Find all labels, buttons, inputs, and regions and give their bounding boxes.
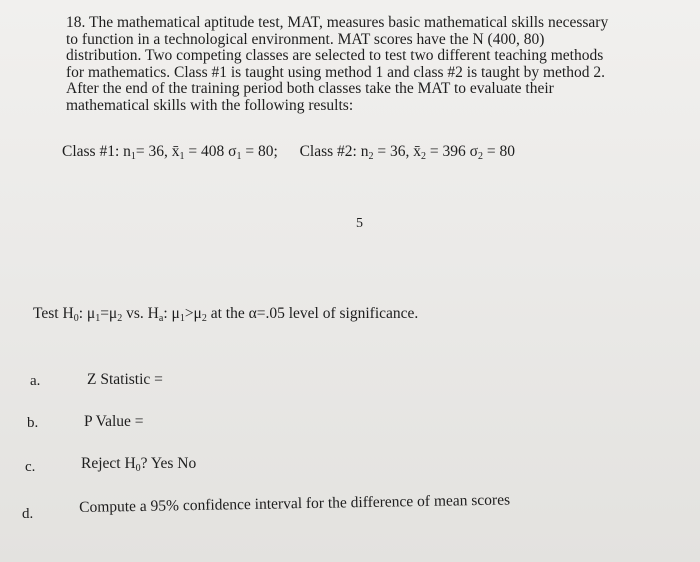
- question-b-text: P Value =: [84, 413, 144, 430]
- class2-mean-sub: 2: [420, 151, 426, 162]
- question-d-text: Compute a 95% confidence interval for the difference of mean scores: [79, 491, 511, 516]
- ha-sub: a: [158, 313, 164, 324]
- mu2-sub: 2: [117, 313, 123, 324]
- class2-mean-value: = 396: [429, 143, 466, 160]
- question-c-letter: c.: [25, 459, 36, 475]
- test-prefix: Test H: [33, 305, 74, 322]
- class2-n-sub: 2: [368, 151, 374, 162]
- class2-n-value: = 36,: [377, 143, 410, 160]
- class2-sigma-symbol: σ: [469, 143, 478, 160]
- class1-n-value: = 36,: [135, 143, 168, 160]
- question-a-text: Z Statistic =: [87, 371, 163, 388]
- class1-mean-symbol: x̄: [171, 143, 180, 160]
- mu1-sub: 1: [95, 313, 101, 324]
- class1-sigma-sub: 1: [236, 151, 242, 162]
- class1-sigma-value: = 80;: [245, 143, 278, 160]
- class-results: [62, 144, 515, 166]
- class2-n-symbol: n: [360, 143, 369, 160]
- equals-mu: =μ: [100, 305, 118, 322]
- greater-mu: >μ: [184, 305, 202, 322]
- h0-sub: 0: [73, 313, 79, 324]
- problem-line: for mathematics. Class #1 is taught using method 1 and class #2 is taught by method 2.: [66, 63, 605, 81]
- question-a-letter: a.: [30, 373, 41, 389]
- h0-expr: : μ: [78, 305, 96, 322]
- class1-sigma-symbol: σ: [228, 143, 237, 160]
- class2-sigma-sub: 2: [477, 151, 483, 162]
- class1-mean-value: = 408: [188, 143, 225, 160]
- question-d-letter: d.: [22, 506, 34, 522]
- class2-mean-symbol: x̄: [413, 143, 421, 160]
- question-b-letter: b.: [27, 415, 39, 431]
- problem-line: 18. The mathematical aptitude test, MAT, measures basic mathematical skills necessary: [66, 14, 609, 31]
- problem-line: mathematical skills with the following results:: [66, 96, 354, 114]
- class2-label: Class #2:: [299, 143, 357, 160]
- reject-h0-sub: 0: [135, 463, 141, 474]
- reject-h-label: Reject H: [81, 455, 136, 472]
- class1-n-sub: 1: [130, 151, 136, 162]
- ha-expr: : μ: [163, 305, 180, 322]
- ha-mu1-sub: 1: [179, 313, 185, 324]
- hypothesis-test: [33, 306, 418, 328]
- problem-line: After the end of the training period both classes take the MAT to evaluate their: [66, 80, 554, 97]
- problem-line: distribution. Two competing classes are selected to test two different teaching methods: [66, 47, 604, 64]
- question-c-text: [81, 455, 196, 474]
- yes-no-options: ? Yes No: [140, 455, 197, 472]
- page-number: 5: [356, 216, 363, 231]
- class1-label: Class #1:: [62, 143, 120, 160]
- class2-sigma-value: = 80: [486, 143, 515, 160]
- test-suffix: at the α=.05 level of significance.: [210, 305, 419, 322]
- class1-n-symbol: n: [123, 143, 131, 160]
- problem-statement: [66, 15, 646, 114]
- ha-mu2-sub: 2: [201, 313, 207, 324]
- versus: vs. H: [126, 305, 159, 322]
- class1-mean-sub: 1: [179, 151, 185, 162]
- problem-line: to function in a technological environment. MAT scores have the N (400, 80): [66, 30, 545, 48]
